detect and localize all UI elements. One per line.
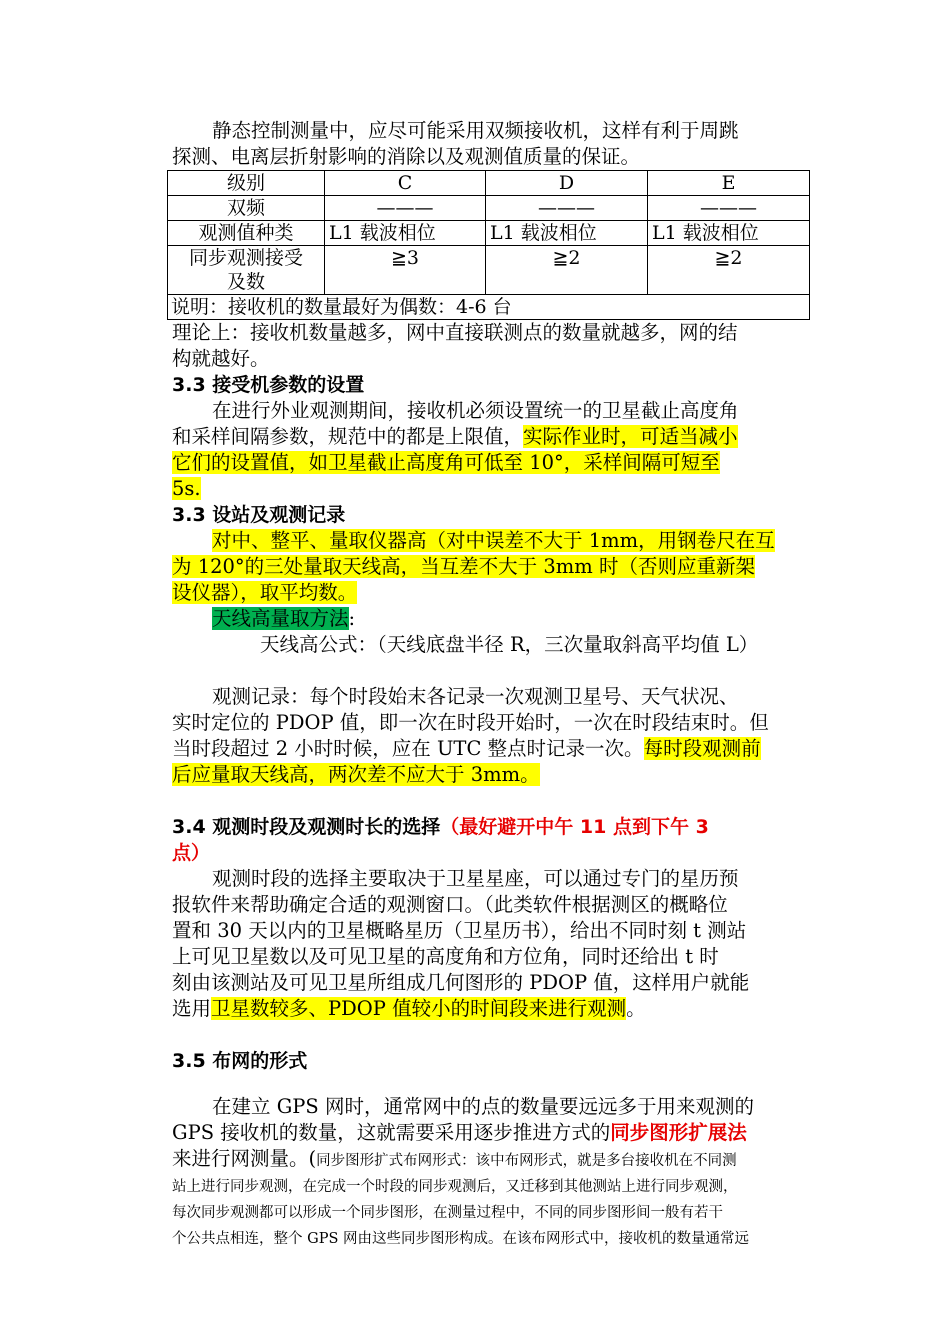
red-note: （最好避开中午 11 点到下午 3 [440, 816, 709, 838]
small-note-line: 每次同步观测都可以形成一个同步图形，在测量过程中，不同的同步图形间一般有若干 [172, 1205, 723, 1221]
paragraph-line [172, 762, 812, 788]
paragraph-line [172, 580, 812, 606]
text-span: 选用 [172, 997, 212, 1020]
highlighted-text: 实际作业时，可适当减小 [523, 425, 738, 448]
table-row [168, 246, 810, 295]
text-span: 。 [626, 997, 646, 1020]
text-span: 来进行网测量。( [172, 1147, 317, 1170]
paragraph-line [172, 1120, 812, 1146]
table-note: 说明：接收机的数量最好为偶数：4-6 台 [168, 295, 810, 320]
small-note: 同步图形扩式布网形式：该中布网形式，就是多台接收机在不同测 [316, 1153, 737, 1169]
table-cell: L1 载波相位 [648, 221, 810, 246]
table-header-row [168, 171, 810, 196]
paragraph-line [172, 554, 812, 580]
paragraph-line: 上可见卫星数以及可见卫星的高度角和方位角，同时还给出 t 时 [172, 945, 719, 968]
highlighted-text: 卫星数较多、PDOP 值较小的时间段来进行观测 [211, 997, 627, 1020]
table-header-cell: C [325, 171, 486, 196]
small-note-line: 站上进行同步观测，在完成一个时段的同步观测后，又迁移到其他测站上进行同步观测， [172, 1179, 738, 1195]
red-note: 点） [172, 842, 211, 864]
table-cell: L1 载波相位 [486, 221, 648, 246]
antenna-method-label: 天线高量取方法 [212, 607, 349, 630]
paragraph-line [172, 528, 812, 554]
paragraph-line: 观测记录：每个时段始末各记录一次观测卫星号、天气状况、 [212, 685, 739, 708]
section-heading [172, 840, 812, 866]
theory-line: 理论上：接收机数量越多，网中直接联测点的数量就越多，网的结 [172, 321, 738, 344]
highlighted-text: 后应量取天线高，两次差不应大于 3mm。 [172, 763, 540, 786]
paragraph-line [172, 424, 812, 450]
formula-line: 天线高公式：（天线底盘半径 R，三次量取斜高平均值 L） [260, 633, 759, 656]
text-span: 和采样间隔参数，规范中的都是上限值， [172, 425, 524, 448]
document-page [172, 118, 812, 1252]
text-span: 当时段超过 2 小时时候，应在 UTC 整点时记录一次。 [172, 737, 644, 760]
paragraph-line [172, 1146, 812, 1174]
theory-line: 构就越好。 [172, 347, 270, 370]
table-row [168, 196, 810, 221]
table-note-row [168, 295, 810, 320]
highlighted-text: 为 120°的三处量取天线高，当互差不大于 3mm 时（否则应重新架 [172, 555, 755, 578]
paragraph-line [172, 736, 812, 762]
table-header-cell: D [486, 171, 648, 196]
highlighted-text: 设仪器），取平均数。 [172, 581, 358, 604]
paragraph-line [172, 450, 812, 476]
table-cell: ——— [648, 196, 810, 221]
heading-text: 3.4 观测时段及观测时长的选择 [172, 816, 441, 838]
table-header-cell: E [648, 171, 810, 196]
paragraph-line: 观测时段的选择主要取决于卫星星座，可以通过专门的星历预 [212, 867, 739, 890]
table-cell: 双频 [168, 196, 325, 221]
section-heading [172, 814, 812, 840]
section-heading: 3.5 布网的形式 [172, 1050, 308, 1072]
highlighted-text: 对中、整平、量取仪器高（对中误差不大于 1mm，用钢卷尺在互 [212, 529, 775, 552]
table-cell: ≧2 [648, 246, 810, 295]
section-heading: 3.3 设站及观测记录 [172, 504, 346, 526]
paragraph-line: 置和 30 天以内的卫星概略星历（卫星历书），给出不同时刻 t 测站 [172, 919, 747, 942]
intro-line: 探测、电离层折射影响的消除以及观测值质量的保证。 [172, 145, 641, 168]
table-cell: ——— [486, 196, 648, 221]
table-header-cell: 级别 [168, 171, 325, 196]
paragraph-line [172, 476, 812, 502]
small-note-line: 个公共点相连，整个 GPS 网由这些同步图形构成。在该布网形式中，接收机的数量通常远 [172, 1231, 749, 1247]
section-heading: 3.3 接受机参数的设置 [172, 374, 365, 396]
red-term: 同步图形扩展法 [610, 1121, 747, 1144]
highlighted-text: 每时段观测前 [643, 737, 761, 760]
paragraph-line [172, 606, 812, 632]
table-cell: ——— [325, 196, 486, 221]
table-cell: ≧3 [325, 246, 486, 295]
table-row [168, 221, 810, 246]
paragraph-line [172, 996, 812, 1022]
text-span: GPS 接收机的数量，这就需要采用逐步推进方式的 [172, 1121, 611, 1144]
intro-line: 静态控制测量中，应尽可能采用双频接收机，这样有利于周跳 [212, 119, 739, 142]
table-cell: L1 载波相位 [325, 221, 486, 246]
highlighted-text: 5s. [172, 477, 201, 500]
table-cell: 观测值种类 [168, 221, 325, 246]
paragraph-line: 在进行外业观测期间，接收机必须设置统一的卫星截止高度角 [212, 399, 739, 422]
receiver-spec-table [167, 170, 810, 320]
text-span: : [348, 607, 356, 630]
paragraph-line: 报软件来帮助确定合适的观测窗口。（此类软件根据测区的概略位 [172, 893, 728, 916]
table-cell: ≧2 [486, 246, 648, 295]
paragraph-line: 实时定位的 PDOP 值，即一次在时段开始时，一次在时段结束时。但 [172, 711, 769, 734]
table-cell: 同步观测接受 及数 [168, 246, 325, 295]
highlighted-text: 它们的设置值，如卫星截止高度角可低至 10°，采样间隔可短至 [172, 451, 720, 474]
paragraph-line: 在建立 GPS 网时，通常网中的点的数量要远远多于用来观测的 [212, 1095, 754, 1118]
paragraph-line: 刻由该测站及可见卫星所组成几何图形的 PDOP 值，这样用户就能 [172, 971, 750, 994]
